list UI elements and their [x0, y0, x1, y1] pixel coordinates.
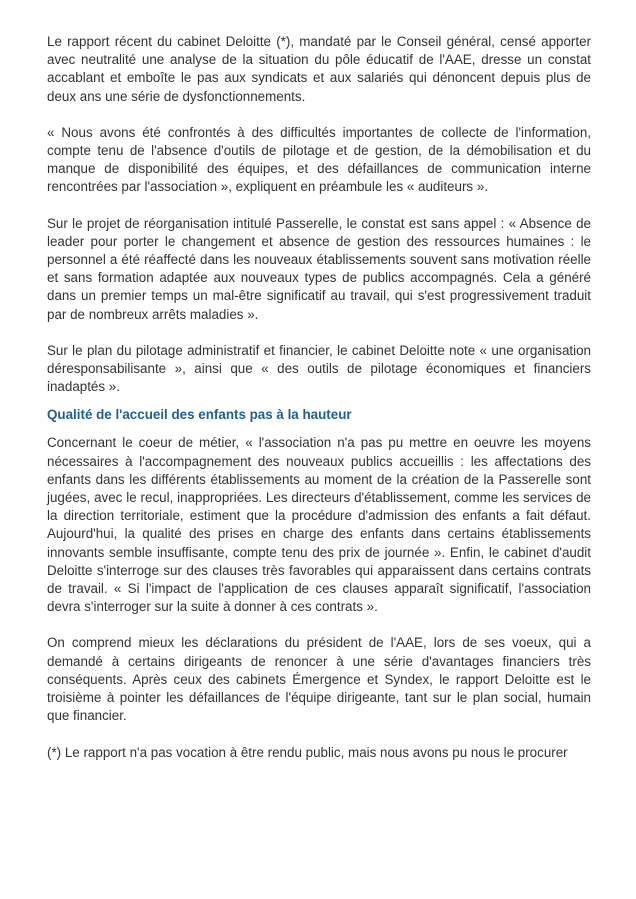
spacer	[47, 396, 591, 406]
paragraph-intro: Le rapport récent du cabinet Deloitte (*), mandaté par le Conseil général, censé apporter avec neutralité une analyse de la situation du pôle éducatif de l'AAE, dresse un constat accablant et emboîte le pas aux syndicats et aux salariés qui dénoncent depuis plus de deux ans une série de dysfonctionnements.	[47, 34, 591, 104]
paragraph-president: On comprend mieux les déclarations du président de l'AAE, lors de ses voeux, qui a demandé à certains dirigeants de renoncer à une série d'avantages financiers très conséquents. Après ceux des cabinets Émergence et Syndex, le rapport Deloitte est le troisième à pointer les défaillances de l'équipe dirigeante, tant sur le plan social, humain que financier.	[47, 635, 591, 724]
spacer	[47, 106, 591, 124]
paragraph-auditors-quote: « Nous avons été confrontés à des difficultés importantes de collecte de l'information, compte tenu de l'absence d'outils de pilotage et de gestion, de la démobilisation et du manque de disponibilité des équipes, et des défaillances de communication interne rencontrées par l'association », expliquent en préambule les « auditeurs ».	[47, 124, 591, 195]
spacer	[47, 324, 591, 342]
document-page	[47, 33, 591, 762]
footnote: (*) Le rapport n'a pas vocation à être rendu public, mais nous avons pu nous le procurer	[47, 744, 568, 760]
spacer	[47, 616, 591, 634]
spacer	[47, 197, 591, 215]
paragraph-pilotage: Sur le plan du pilotage administratif et financier, le cabinet Deloitte note « une organisation déresponsabilisante », ainsi que « des outils de pilotage économiques et financiers inadaptés ».	[47, 342, 591, 395]
section-heading: Qualité de l'accueil des enfants pas à la hauteur	[47, 407, 352, 423]
paragraph-passerelle: Sur le projet de réorganisation intitulé Passerelle, le constat est sans appel : « Absence de leader pour porter le changement et absence de gestion des ressources humaines : le personnel a été réaffecté dans les nouveaux établissements souvent sans motivation réelle et sans formation adaptée aux nouveaux types de publics accompagnés. Cela a généré dans un premier temps un mal-être significatif au travail, qui s'est progressivement traduit par de nombreux arrêts maladies ».	[47, 215, 591, 322]
spacer	[47, 424, 591, 434]
spacer	[47, 726, 591, 744]
paragraph-coeur-de-metier: Concernant le coeur de métier, « l'association n'a pas pu mettre en oeuvre les moyens nécessaires à l'accompagnement des nouveaux publics accueillis : les affectations des enfants dans les différents établissements au moment de la création de la Passerelle sont jugées, avec le recul, inappropriées. Les directeurs d'établissement, comme les services de la direction territoriale, estiment que la procédure d'admission des enfants a fait défaut. Aujourd'hui, la qualité des prises en charge des enfants dans certains établissements innovants semble insuffisante, compte tenu des prix de journée ». Enfin, le cabinet d'audit Deloitte s'interroge sur des clauses très favorables qui apparaissent dans certains contrats de travail. « Si l'impact de l'application de ces clauses apparaît significatif, l'association devra s'interroger sur la suite à donner à ces contrats ».	[47, 435, 591, 615]
